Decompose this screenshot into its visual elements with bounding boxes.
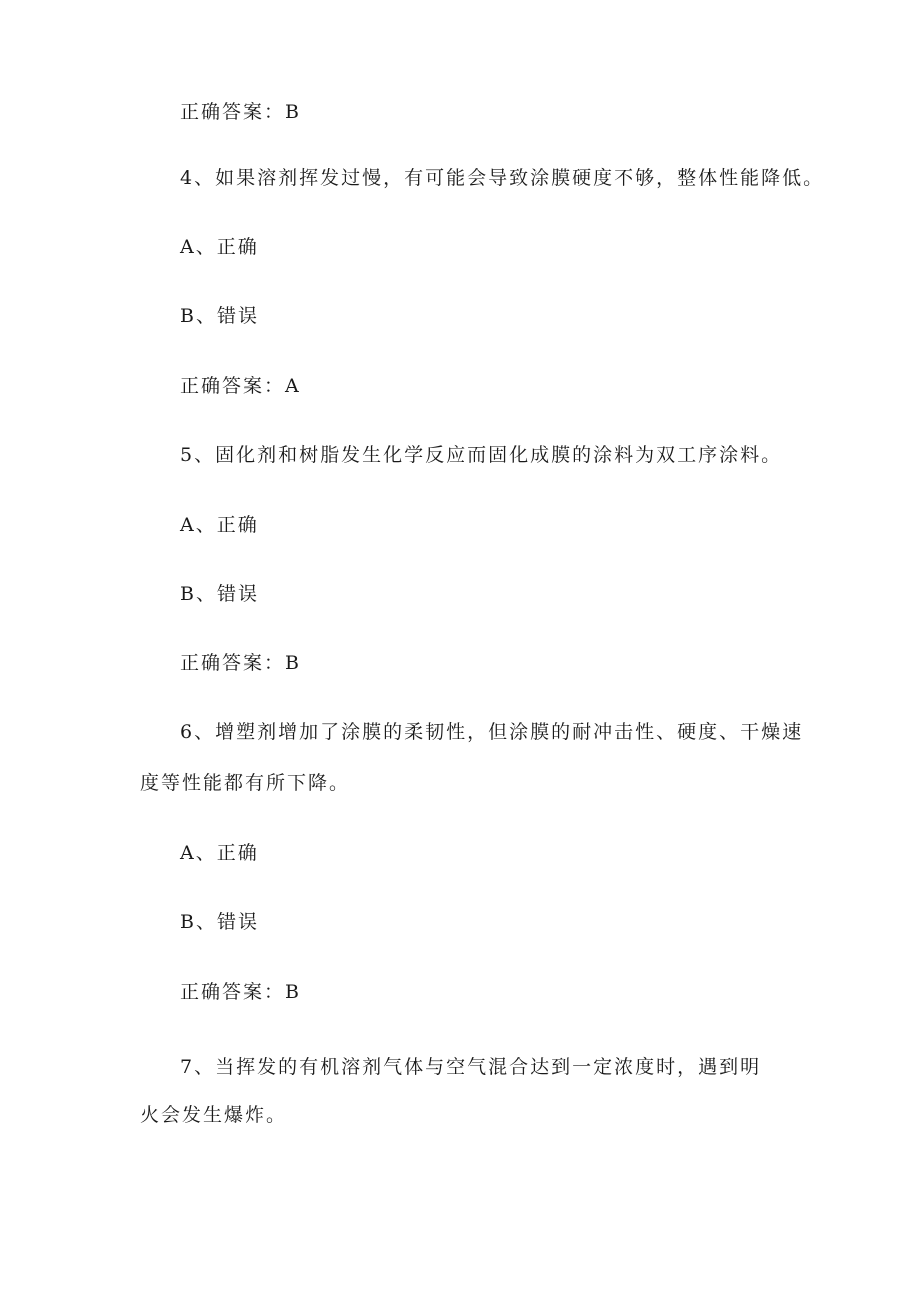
question-6-option-b: B、错误 (180, 911, 259, 933)
question-5-text: 5、固化剂和树脂发生化学反应而固化成膜的涂料为双工序涂料。 (180, 444, 783, 466)
question-7-text-line2: 火会发生爆炸。 (140, 1104, 288, 1126)
question-6-option-a: A、正确 (180, 842, 259, 864)
question-7-text-line1: 7、当挥发的有机溶剂气体与空气混合达到一定浓度时，遇到明 (180, 1056, 762, 1078)
question-5-option-a: A、正确 (180, 514, 259, 536)
answer-q6: 正确答案：B (180, 981, 301, 1003)
question-4-option-a: A、正确 (180, 236, 259, 258)
question-4-text: 4、如果溶剂挥发过慢，有可能会导致涂膜硬度不够，整体性能降低。 (180, 167, 825, 189)
question-6-text-line1: 6、增塑剂增加了涂膜的柔韧性，但涂膜的耐冲击性、硬度、干燥速 (180, 721, 804, 743)
question-4-option-b: B、错误 (180, 305, 259, 327)
question-6-text-line2: 度等性能都有所下降。 (140, 772, 351, 794)
answer-q3: 正确答案：B (180, 101, 301, 123)
question-5-option-b: B、错误 (180, 583, 259, 605)
answer-q4: 正确答案：A (180, 375, 301, 397)
answer-q5: 正确答案：B (180, 652, 301, 674)
